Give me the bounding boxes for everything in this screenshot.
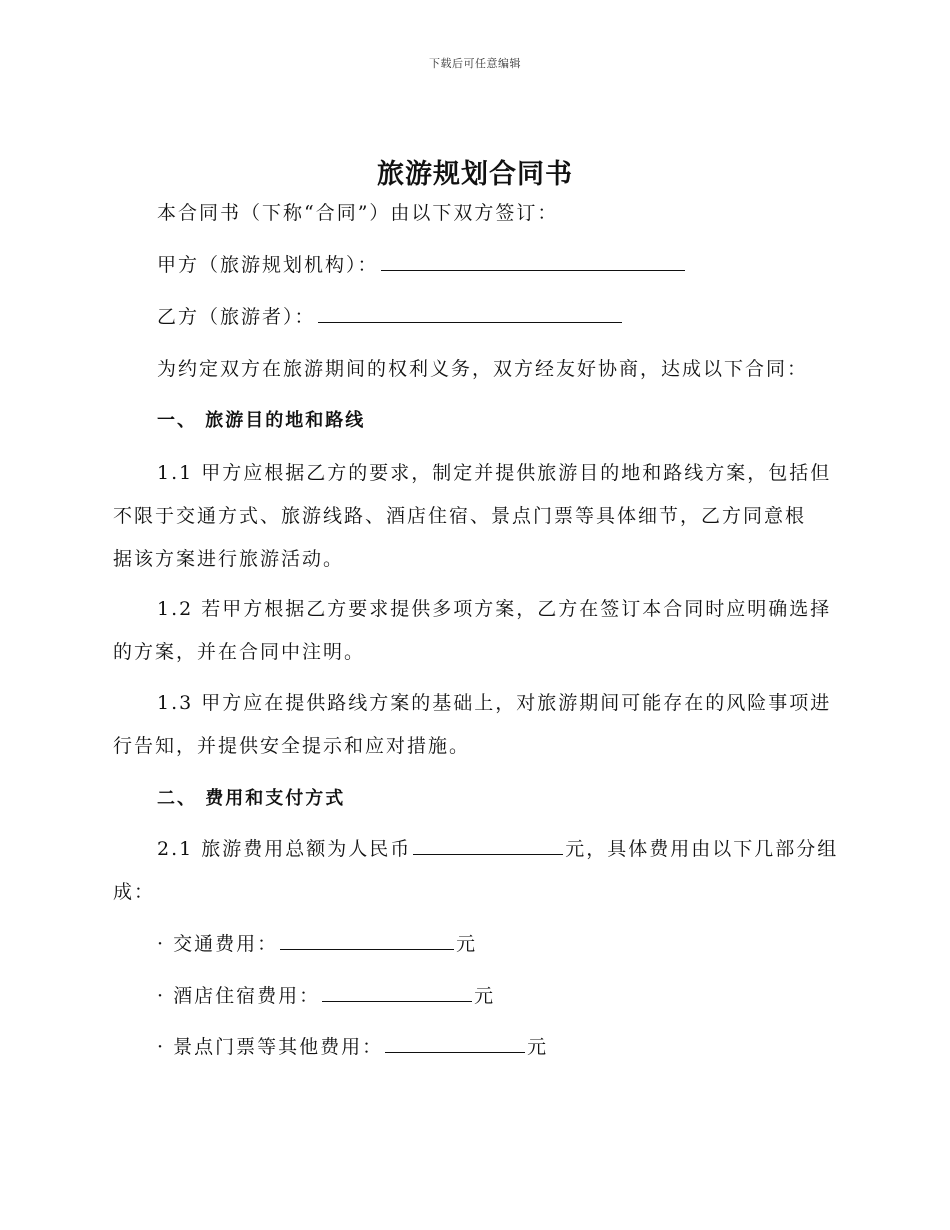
fee-item-unit: 元 <box>456 933 478 955</box>
clause-1-2-line-2: 的方案，并在合同中注明。 <box>113 641 366 663</box>
tickets-fee-blank <box>385 1034 525 1053</box>
fee-item-unit: 元 <box>527 1036 549 1058</box>
clause-2-1-line-2: 成： <box>113 881 156 903</box>
clause-1-2-line-1: 1.2 若甲方根据乙方要求提供多项方案，乙方在签订本合同时应明确选择 <box>157 598 832 620</box>
clause-1-3-line-2: 行告知，并提供安全提示和应对措施。 <box>113 735 471 757</box>
fee-item-transport <box>157 929 477 956</box>
header-note: 下载后可任意编辑 <box>429 57 521 70</box>
clause-2-1-prefix: 2.1 旅游费用总额为人民币 <box>157 838 412 860</box>
party-b-line <box>157 302 624 329</box>
party-b-blank <box>318 304 622 323</box>
document-title: 旅游规划合同书 <box>377 159 573 190</box>
section-1-heading: 一、 旅游目的地和路线 <box>157 410 366 431</box>
party-b-label: 乙方（旅游者）： <box>157 306 316 328</box>
hotel-fee-blank <box>322 983 472 1002</box>
party-a-blank <box>381 252 685 271</box>
fee-item-tickets <box>157 1032 548 1059</box>
clause-2-1-line-1 <box>157 834 838 861</box>
party-a-label: 甲方（旅游规划机构）： <box>157 254 379 276</box>
clause-1-1-line-1: 1.1 甲方应根据乙方的要求，制定并提供旅游目的地和路线方案，包括但 <box>157 462 832 484</box>
intro-paragraph: 本合同书（下称“合同”）由以下双方签订： <box>157 202 559 224</box>
fee-item-label: · 景点门票等其他费用： <box>157 1036 384 1058</box>
clause-1-1-line-2: 不限于交通方式、旅游线路、酒店住宿、景点门票等具体细节，乙方同意根 <box>113 505 807 527</box>
clause-1-3-line-1: 1.3 甲方应在提供路线方案的基础上，对旅游期间可能存在的风险事项进 <box>157 692 832 714</box>
total-fee-blank <box>413 836 563 855</box>
party-a-line <box>157 250 687 277</box>
clause-1-1-line-3: 据该方案进行旅游活动。 <box>113 548 345 570</box>
fee-item-unit: 元 <box>474 985 496 1007</box>
clause-2-1-suffix: 元，具体费用由以下几部分组 <box>565 838 839 860</box>
fee-item-hotel <box>157 981 495 1008</box>
purpose-paragraph: 为约定双方在旅游期间的权利义务，双方经友好协商，达成以下合同： <box>157 358 809 380</box>
transport-fee-blank <box>280 931 454 950</box>
fee-item-label: · 交通费用： <box>157 933 279 955</box>
section-2-heading: 二、 费用和支付方式 <box>157 788 346 809</box>
fee-item-label: · 酒店住宿费用： <box>157 985 321 1007</box>
